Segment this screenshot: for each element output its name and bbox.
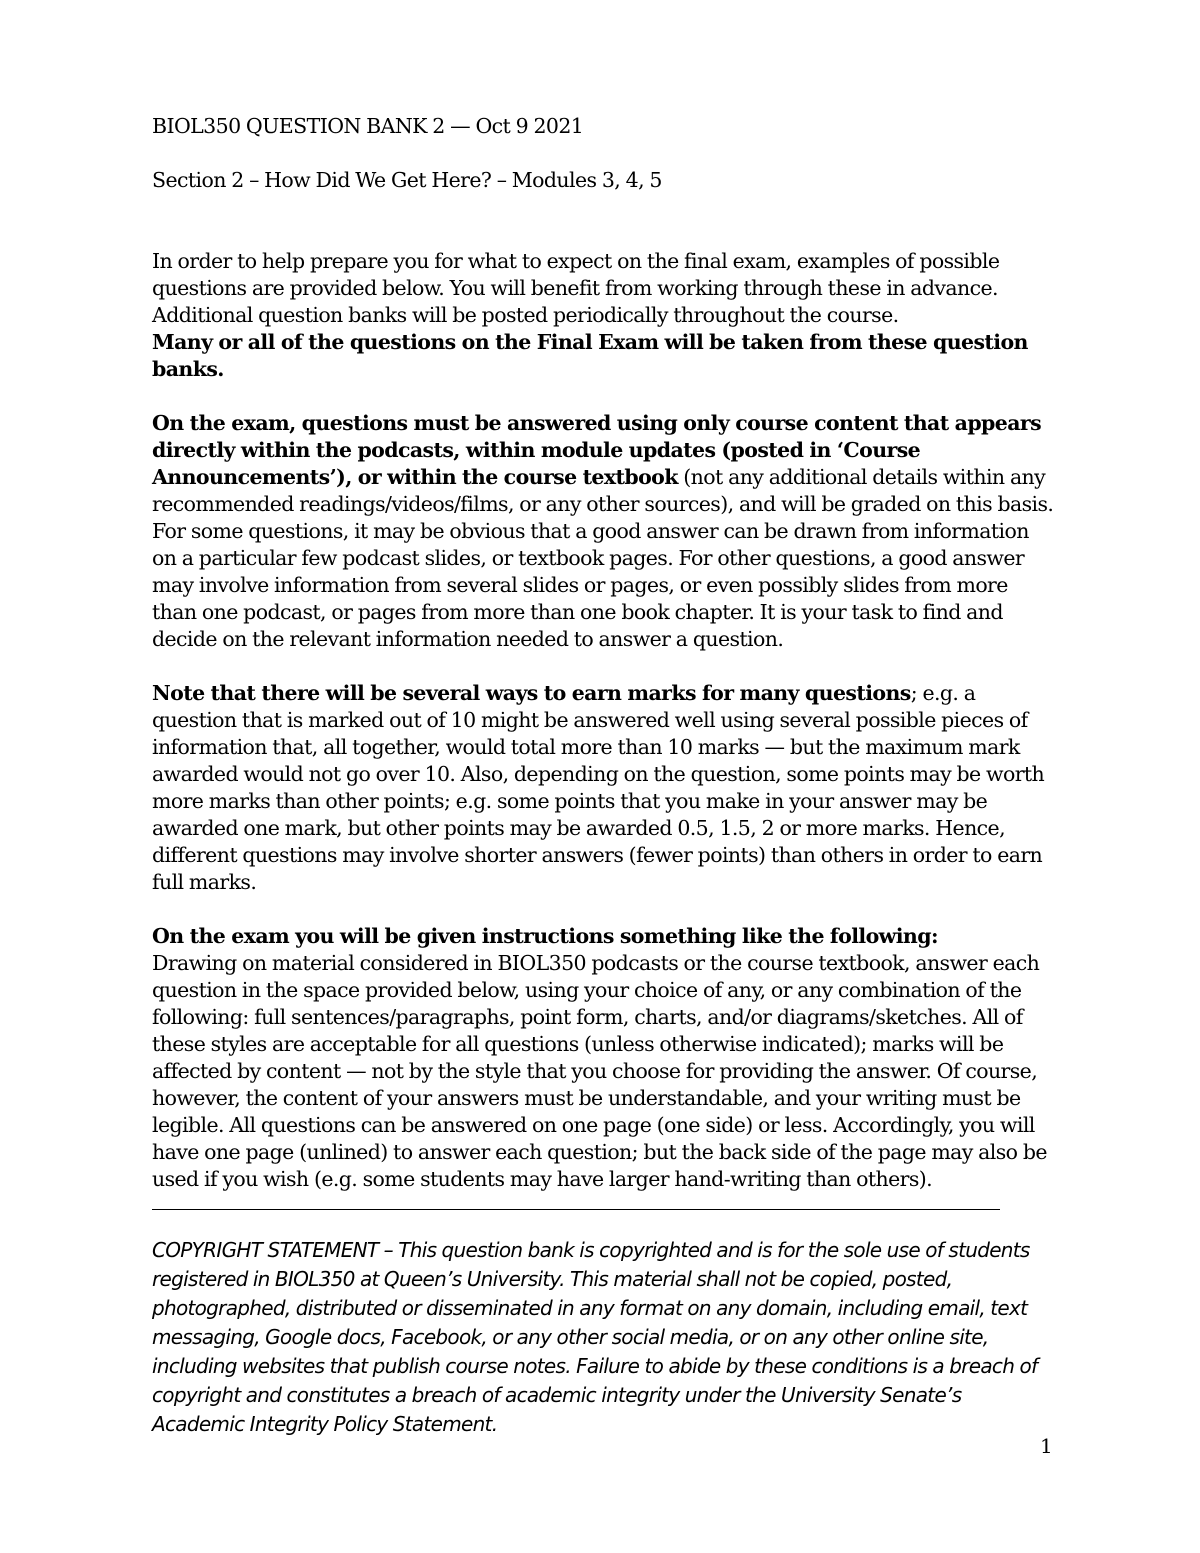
instructions-heading: On the exam you will be given instructions something like the following:: [152, 924, 938, 948]
instructions-text: Drawing on material considered in BIOL350 podcasts or the course textbook, answer each question in the space provided below, using your choice of any, or any combination of the following: full sentences/paragraphs, point form, charts, and/or diagrams/sketches. All of these styles are acceptable for all questions (unless otherwise indicated); marks will be affected by content — not by the style that you choose for providing the answer. Of course, however, the content of your answers must be understandable, and your writing must be legible. All questions can be answered on one page (one side) or less. Accordingly, you will have one page (unlined) to answer each question; but the back side of the page may also be used if you wish (e.g. some students may have larger hand-writing than others).: [152, 951, 1047, 1191]
intro-emphasis: Many or all of the questions on the Final Exam will be taken from these question banks.: [152, 330, 1028, 381]
content-rule-bold: On the exam, questions must be answered using only course content that appears directly within the podcasts, within module updates (posted in ‘Course Announcements’), or within the course textbook: [152, 411, 1042, 489]
content-rule-paragraph: [152, 410, 1057, 653]
instructions-paragraph: [152, 923, 1057, 1193]
intro-paragraph: [152, 248, 1057, 383]
document-title: BIOL350 QUESTION BANK 2 — Oct 9 2021: [152, 114, 584, 138]
horizontal-divider: [152, 1209, 1000, 1210]
intro-text: In order to help prepare you for what to expect on the final exam, examples of possible questions are provided below. You will benefit from working through these in advance. Additional question banks will be posted periodically throughout the course.: [152, 249, 1000, 327]
section-heading: Section 2 – How Did We Get Here? – Modules 3, 4, 5: [152, 168, 662, 192]
marks-note-paragraph: [152, 680, 1057, 896]
document-body: [152, 113, 1057, 1439]
page-number: 1: [1040, 1434, 1053, 1458]
marks-note-bold: Note that there will be several ways to earn marks for many questions: [152, 681, 911, 705]
marks-note-text: ; e.g. a question that is marked out of 10 might be answered well using several possible pieces of information that, all together, would total more than 10 marks — but the maximum mark awarded would not go over 10. Also, depending on the question, some points may be worth more marks than other points; e.g. some points that you make in your answer may be awarded one mark, but other points may be awarded 0.5, 1.5, 2 or more marks. Hence, different questions may involve shorter answers (fewer points) than others in order to earn full marks.: [152, 681, 1045, 894]
content-rule-text: (not any additional details within any recommended readings/videos/films, or any other sources), and will be graded on this basis. For some questions, it may be obvious that a good answer can be drawn from information on a particular few podcast slides, or textbook pages. For other questions, a good answer may involve information from several slides or pages, or even possibly slides from more than one podcast, or pages from more than one book chapter. It is your task to find and decide on the relevant information needed to answer a question.: [152, 465, 1054, 651]
copyright-statement: COPYRIGHT STATEMENT – This question bank is copyrighted and is for the sole use of students registered in BIOL350 at Queen’s University. This material shall not be copied, posted, photographed, distributed or disseminated in any format on any domain, including email, text messaging, Google docs, Facebook, or any other social media, or on any other online site, including websites that publish course notes. Failure to abide by these conditions is a breach of copyright and constitutes a breach of academic integrity under the University Senate’s Academic Integrity Policy Statement.: [152, 1238, 1038, 1436]
